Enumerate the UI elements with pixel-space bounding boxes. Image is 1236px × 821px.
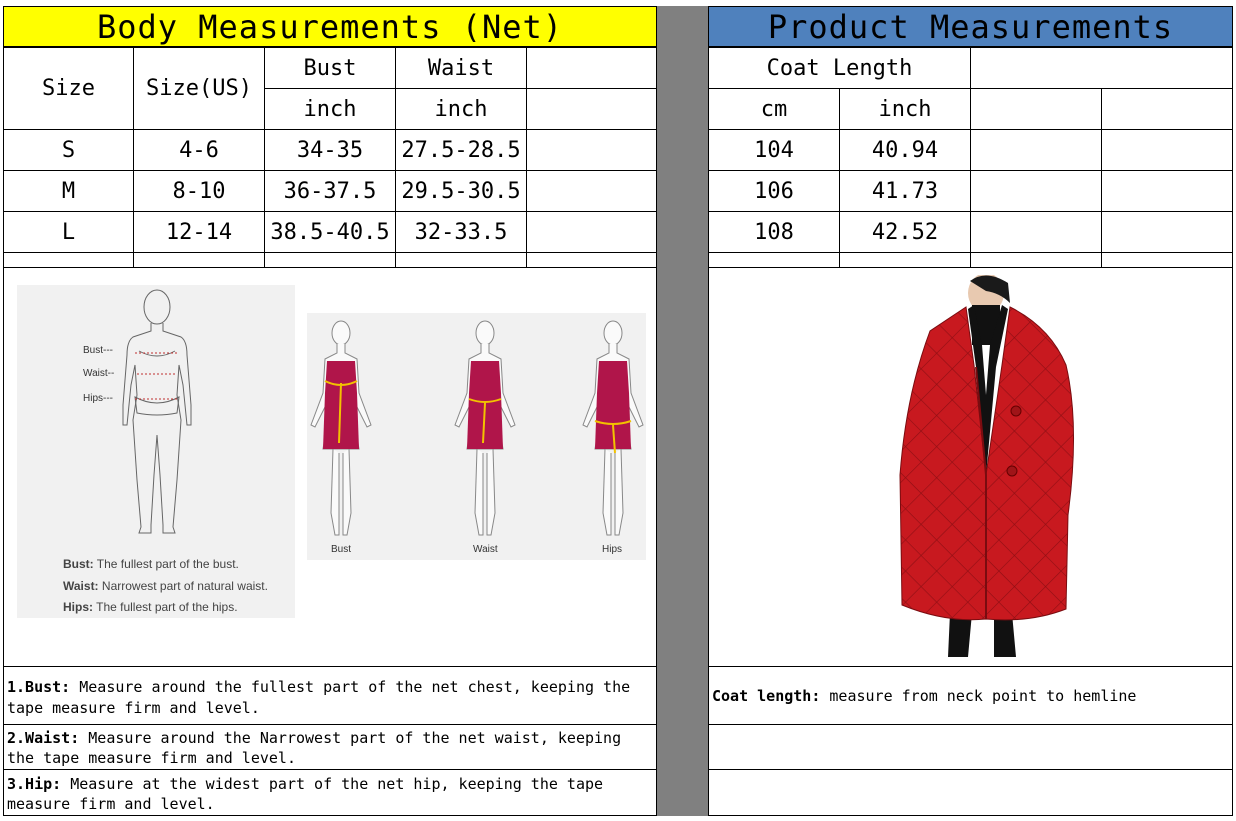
table-cell-empty [3, 252, 134, 268]
coat-length-header: Coat Length [708, 47, 971, 89]
waist-definition-text: Narrowest part of natural waist. [101, 579, 268, 593]
table-cell-bust: 36-37.5 [264, 170, 396, 212]
body-measurements-header [3, 6, 657, 47]
waist-unit-header: inch [395, 88, 527, 130]
coat-length-instruction-term: Coat length: [712, 687, 821, 705]
waist-instruction-term: 2.Waist: [7, 729, 80, 747]
waist-definition [63, 579, 268, 593]
table-cell-empty [970, 129, 1102, 171]
bust-diagram-label: Bust--- [83, 345, 113, 356]
bust-unit-header: inch [264, 88, 396, 130]
waist-instruction-text: Measure around the Narrowest part of the net waist, keeping the tape measure firm and level. [7, 729, 622, 767]
table-cell-empty [264, 252, 396, 268]
empty-header-cell [526, 88, 657, 130]
measuring-figures [307, 313, 646, 560]
table-cell-size-us: 12-14 [133, 211, 265, 253]
empty-note-cell [708, 769, 1233, 816]
table-cell-size: L [3, 211, 134, 253]
table-cell-bust: 38.5-40.5 [264, 211, 396, 253]
dress-caption-waist: Waist [473, 544, 498, 555]
empty-header-cell [1101, 88, 1233, 130]
table-cell-empty [970, 211, 1102, 253]
waist-header: Waist [395, 47, 527, 89]
table-cell-inch: 40.94 [839, 129, 971, 171]
table-cell-size-us: 4-6 [133, 129, 265, 171]
dress-caption-bust: Bust [331, 544, 352, 555]
table-cell-empty [970, 170, 1102, 212]
waist-diagram-label: Waist-- [83, 368, 115, 379]
empty-note-cell [708, 724, 1233, 770]
product-measurements-header [708, 6, 1233, 47]
hip-instruction-term: 3.Hip: [7, 775, 62, 793]
table-cell-empty [839, 252, 971, 268]
inch-unit-header: inch [839, 88, 971, 130]
table-cell-size: S [3, 129, 134, 171]
table-cell-empty [1101, 252, 1233, 268]
table-cell-empty [970, 252, 1102, 268]
table-cell-empty [526, 129, 657, 171]
table-cell-waist: 29.5-30.5 [395, 170, 527, 212]
hips-definition-text: The fullest part of the hips. [96, 600, 238, 614]
table-cell-cm: 106 [708, 170, 840, 212]
bust-header: Bust [264, 47, 396, 89]
coat-photo [890, 275, 1080, 660]
hips-definition-term: Hips: [63, 600, 93, 614]
table-cell-empty [133, 252, 265, 268]
bust-definition-text: The fullest part of the bust. [96, 557, 239, 571]
bust-definition [63, 557, 239, 571]
table-cell-empty [708, 252, 840, 268]
size-us-header: Size(US) [133, 47, 265, 130]
column-divider [657, 6, 708, 816]
coat-length-instruction [708, 666, 1233, 725]
waist-definition-term: Waist: [63, 579, 99, 593]
bust-definition-term: Bust: [63, 557, 94, 571]
table-cell-waist: 27.5-28.5 [395, 129, 527, 171]
table-cell-empty [526, 211, 657, 253]
table-cell-empty [1101, 211, 1233, 253]
size-header: Size [3, 47, 134, 130]
empty-header-cell [970, 47, 1233, 89]
hips-definition [63, 600, 238, 614]
bust-instruction [3, 666, 657, 725]
table-cell-empty [526, 170, 657, 212]
table-cell-inch: 42.52 [839, 211, 971, 253]
waist-instruction [3, 724, 657, 770]
table-cell-bust: 34-35 [264, 129, 396, 171]
table-cell-cm: 108 [708, 211, 840, 253]
table-cell-empty [395, 252, 527, 268]
coat-length-instruction-text: measure from neck point to hemline [820, 687, 1137, 705]
red-quilted-coat-illustration [890, 275, 1080, 660]
table-cell-empty [1101, 129, 1233, 171]
empty-header-cell [526, 47, 657, 89]
table-cell-empty [1101, 170, 1233, 212]
table-cell-size-us: 8-10 [133, 170, 265, 212]
empty-header-cell [970, 88, 1102, 130]
table-cell-inch: 41.73 [839, 170, 971, 212]
hip-instruction-text: Measure at the widest part of the net hip, keeping the tape measure firm and level. [7, 775, 604, 813]
bust-instruction-text: Measure around the fullest part of the net chest, keeping the tape measure firm and level. [7, 678, 631, 717]
hip-instruction [3, 769, 657, 816]
table-cell-cm: 104 [708, 129, 840, 171]
dress-caption-hips: Hips [602, 544, 623, 555]
bust-instruction-term: 1.Bust: [7, 678, 71, 696]
cm-unit-header: cm [708, 88, 840, 130]
body-measurements-title: Body Measurements (Net) [96, 7, 564, 46]
body-diagram [17, 285, 295, 618]
table-cell-empty [526, 252, 657, 268]
table-cell-size: M [3, 170, 134, 212]
table-cell-waist: 32-33.5 [395, 211, 527, 253]
product-measurements-title: Product Measurements [767, 7, 1174, 46]
hips-diagram-label: Hips--- [83, 393, 113, 404]
dress-figures-illustration [307, 313, 646, 560]
